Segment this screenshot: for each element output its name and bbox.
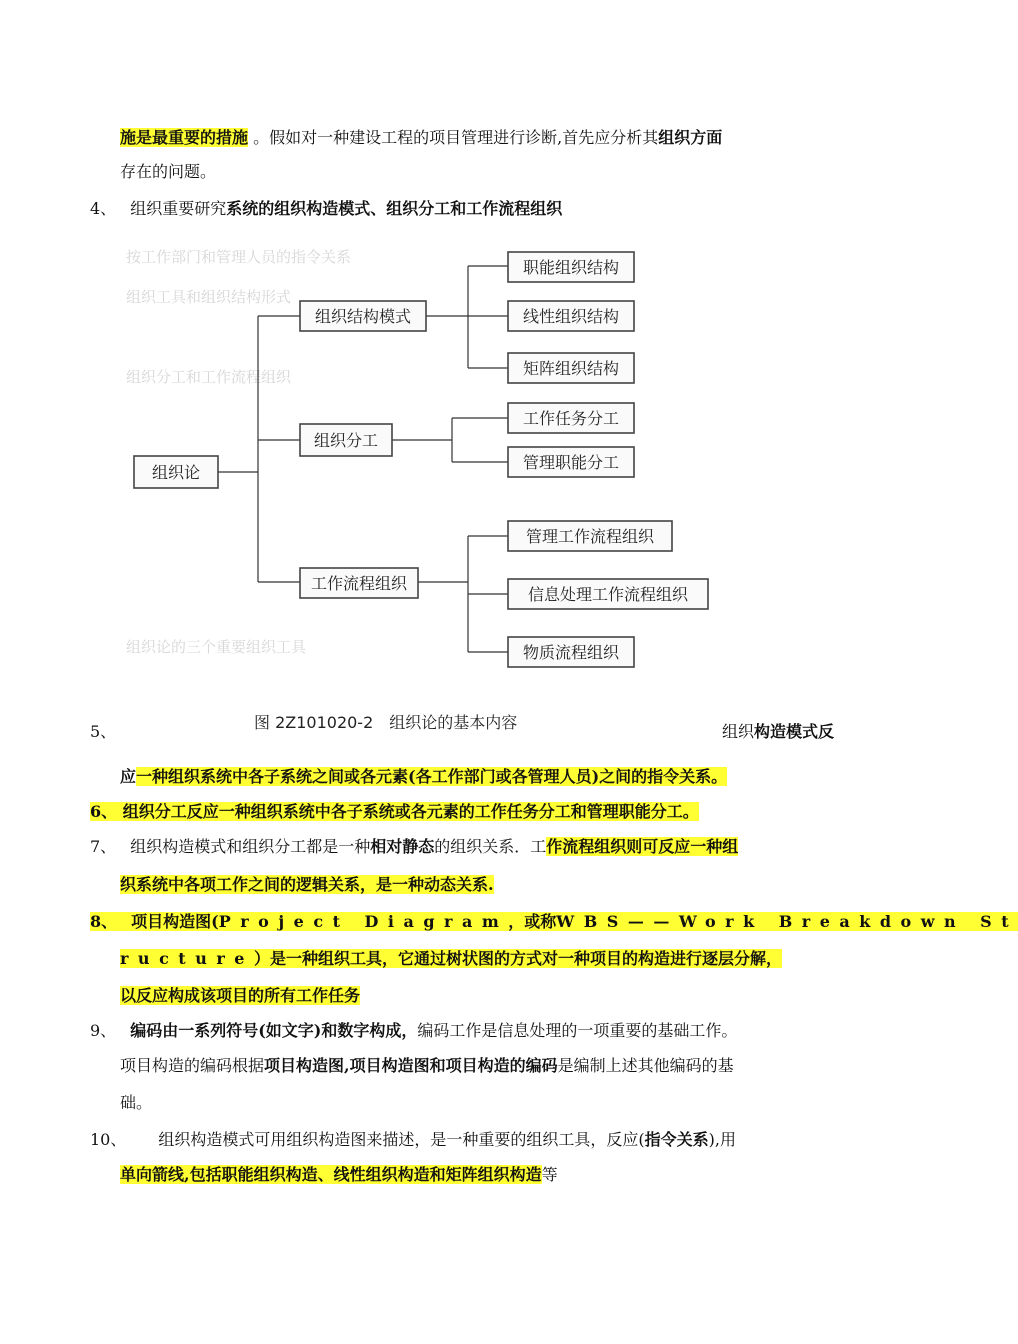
bold-text: ructure — [120, 949, 254, 968]
highlight-text — [120, 949, 782, 968]
bold-text: ，或称 — [508, 912, 557, 931]
paragraph-3-end-line-2 — [120, 160, 216, 184]
diagram-label-root: 组织论 — [151, 463, 201, 482]
bold-text: 项目构造图( — [131, 912, 219, 931]
highlight-text: 一种组织系统中各子系统之间或各元素(各工作部门或各管理人员)之间的指令关系。 — [136, 767, 728, 786]
highlight-text: 以反应构成该项目的所有工作任务 — [120, 986, 361, 1005]
list-item-7-line-2 — [120, 873, 494, 897]
bold-text: 应 — [120, 767, 137, 786]
list-item-10-line-1 — [90, 1128, 736, 1152]
list-item-9-line-3 — [120, 1091, 152, 1115]
highlight-text: 6、 组织分工反应一种组织系统中各子系统或各元素的工作任务分工和管理职能分工。 — [90, 802, 699, 821]
list-item-9-line-1 — [90, 1019, 737, 1043]
body-text: 组织构造模式和组织分工都是一种 — [130, 837, 371, 856]
list-item-5-start — [722, 720, 834, 744]
svg-text:组织工具和组织结构形式: 组织工具和组织结构形式 — [126, 288, 292, 306]
item-number: 8、 — [90, 912, 118, 931]
body-text: 项目构造的编码根据 — [120, 1056, 265, 1075]
bold-text: 指令关系 — [644, 1130, 709, 1149]
diagram-label-group2-1: 工作任务分工 — [522, 409, 620, 428]
highlight-text — [90, 912, 1018, 931]
body-text: 是编制上述其他编码的基 — [557, 1056, 734, 1075]
bold-text: 构造模式反 — [754, 722, 835, 741]
body-text: 的组织关系．工 — [434, 837, 547, 856]
diagram-label-level1-3: 工作流程组织 — [310, 574, 408, 593]
item-number: 9、 — [90, 1021, 117, 1040]
diagram-label-group3-2: 信息处理工作流程组织 — [527, 585, 689, 604]
diagram-label-group1-3: 矩阵组织结构 — [522, 359, 620, 378]
list-item-8-line-2 — [120, 947, 782, 971]
bold-text: ）是一种组织工具，它通过树状图的方式对一种项目的构造进行逐层分解， — [253, 949, 782, 968]
diagram-label-group3-3: 物质流程组织 — [522, 643, 620, 662]
highlight-text: 织系统中各项工作之间的逻辑关系，是一种动态关系. — [120, 875, 494, 894]
bold-text: 项目构造图,项目构造图和项目构造的编码 — [264, 1056, 558, 1075]
list-item-5-line-2 — [120, 765, 727, 789]
list-item-9-line-2 — [120, 1054, 734, 1078]
bold-text: Project Diagram — [218, 912, 509, 931]
highlight-text: 施是最重要的措施 — [120, 128, 249, 147]
svg-text:组织论的三个重要组织工具: 组织论的三个重要组织工具 — [126, 638, 307, 656]
item-number: 10、 — [90, 1130, 127, 1149]
body-text: 组织构造模式可用组织构造图来描述，是一种重要的组织工具，反应( — [158, 1130, 645, 1149]
list-item-5-number — [90, 720, 116, 744]
diagram-label-group2-2: 管理职能分工 — [522, 453, 620, 472]
org-theory-diagram — [118, 232, 728, 752]
bold-text: 相对静态 — [370, 837, 435, 856]
svg-text:组织分工和工作流程组织: 组织分工和工作流程组织 — [126, 368, 292, 386]
list-item-6 — [90, 800, 699, 824]
diagram-label-level1-1: 组织结构模式 — [314, 307, 412, 326]
body-text: 。假如对一种建设工程的项目管理进行诊断,首先应分析其 — [248, 128, 659, 147]
list-item-8-line-1 — [90, 910, 1018, 934]
list-item-7-line-1 — [90, 835, 738, 859]
item-number: 5、 — [90, 722, 117, 741]
body-text: 础。 — [120, 1093, 153, 1112]
body-text: 组织 — [722, 722, 755, 741]
list-item-8-line-3 — [120, 984, 360, 1008]
diagram-label-group1-1: 职能组织结构 — [522, 258, 620, 277]
body-text: 存在的问题。 — [120, 162, 217, 181]
body-text: ),用 — [708, 1130, 736, 1149]
diagram-label-group1-2: 线性组织结构 — [522, 307, 620, 326]
bold-text: 系统的组织构造模式、组织分工和工作流程组织 — [226, 199, 563, 218]
bold-text: WBS——Work Breakdown St — [556, 912, 1018, 931]
paragraph-3-end-line-1 — [120, 126, 722, 150]
item-number: 7、 — [90, 837, 117, 856]
list-item-10-line-2 — [120, 1163, 558, 1187]
list-item-4 — [90, 197, 562, 221]
bold-text: 组织方面 — [658, 128, 723, 147]
highlight-text: 作流程组织则可反应一种组 — [546, 837, 739, 856]
figure-caption: 图 2Z101020-2 组织论的基本内容 — [254, 713, 518, 732]
bold-text: 编码由一系列符号(如文字)和数字构成， — [130, 1021, 418, 1040]
diagram-label-level1-2: 组织分工 — [313, 431, 379, 450]
diagram-label-group3-1: 管理工作流程组织 — [525, 527, 655, 546]
body-text: 组织重要研究 — [130, 199, 227, 218]
svg-text:按工作部门和管理人员的指令关系: 按工作部门和管理人员的指令关系 — [126, 248, 352, 266]
highlight-text: 单向箭线,包括职能组织构造、线性组织构造和矩阵组织构造 — [120, 1165, 542, 1184]
body-text: 等 — [541, 1165, 558, 1184]
item-number: 4、 — [90, 199, 117, 218]
body-text: 编码工作是信息处理的一项重要的基础工作。 — [417, 1021, 738, 1040]
